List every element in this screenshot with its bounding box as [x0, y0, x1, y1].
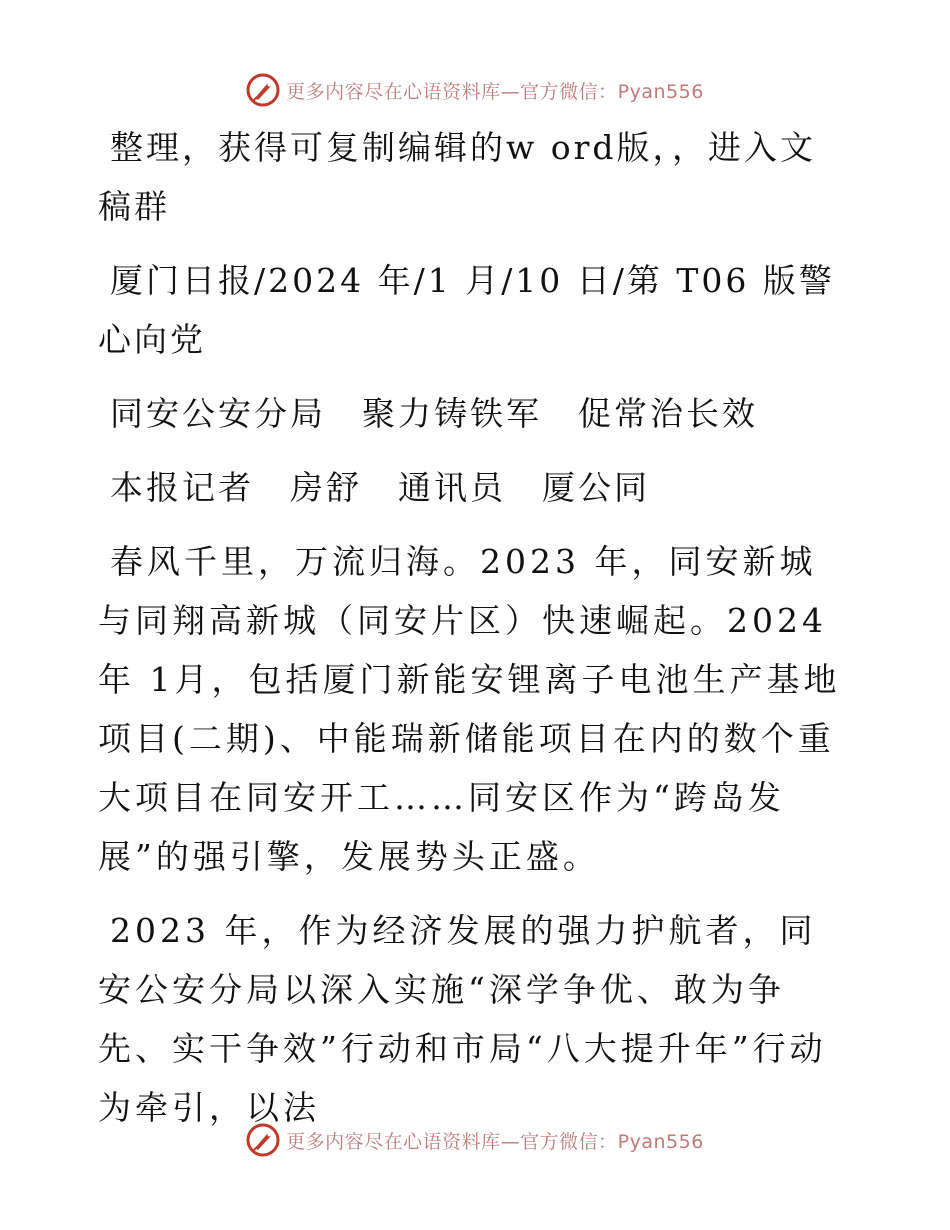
- footer-watermark-banner: [0, 1120, 950, 1160]
- paragraph-intro: 整理，获得可复制编辑的w ord版，，进入文稿群: [98, 128, 817, 226]
- article-byline: 本报记者 房舒 通讯员 厦公同: [110, 468, 650, 507]
- paragraph-source: 厦门日报/2024 年/1 月/10 日/第 T06 版警心向党: [98, 261, 835, 359]
- pen-nib-logo-icon: [246, 1123, 280, 1157]
- banner-text: 更多内容尽在心语资料库—官方微信：Pyan556: [286, 1130, 704, 1153]
- article-title: 同安公安分局 聚力铸铁军 促常治长效: [110, 394, 758, 433]
- header-watermark-banner: [0, 70, 950, 110]
- document-body: [98, 118, 850, 1152]
- paragraph-body-2: 2023 年，作为经济发展的强力护航者，同安公安分局以深入实施“深学争优、敢为争先、实干争效”行动和市局“八大提升年”行动为牵引，以法: [98, 911, 827, 1127]
- pen-nib-logo-icon: [246, 73, 280, 107]
- paragraph-body-1: 春风千里，万流归海。2023 年，同安新城与同翔高新城（同安片区）快速崛起。2024 年 1月，包括厦门新能安锂离子电池生产基地项目(二期)、中能瑞新储能项目在内的数个重大项目在同安开工……同安区作为“跨岛发展”的强引擎，发展势头正盛。: [98, 542, 841, 876]
- banner-text: 更多内容尽在心语资料库—官方微信：Pyan556: [286, 80, 704, 103]
